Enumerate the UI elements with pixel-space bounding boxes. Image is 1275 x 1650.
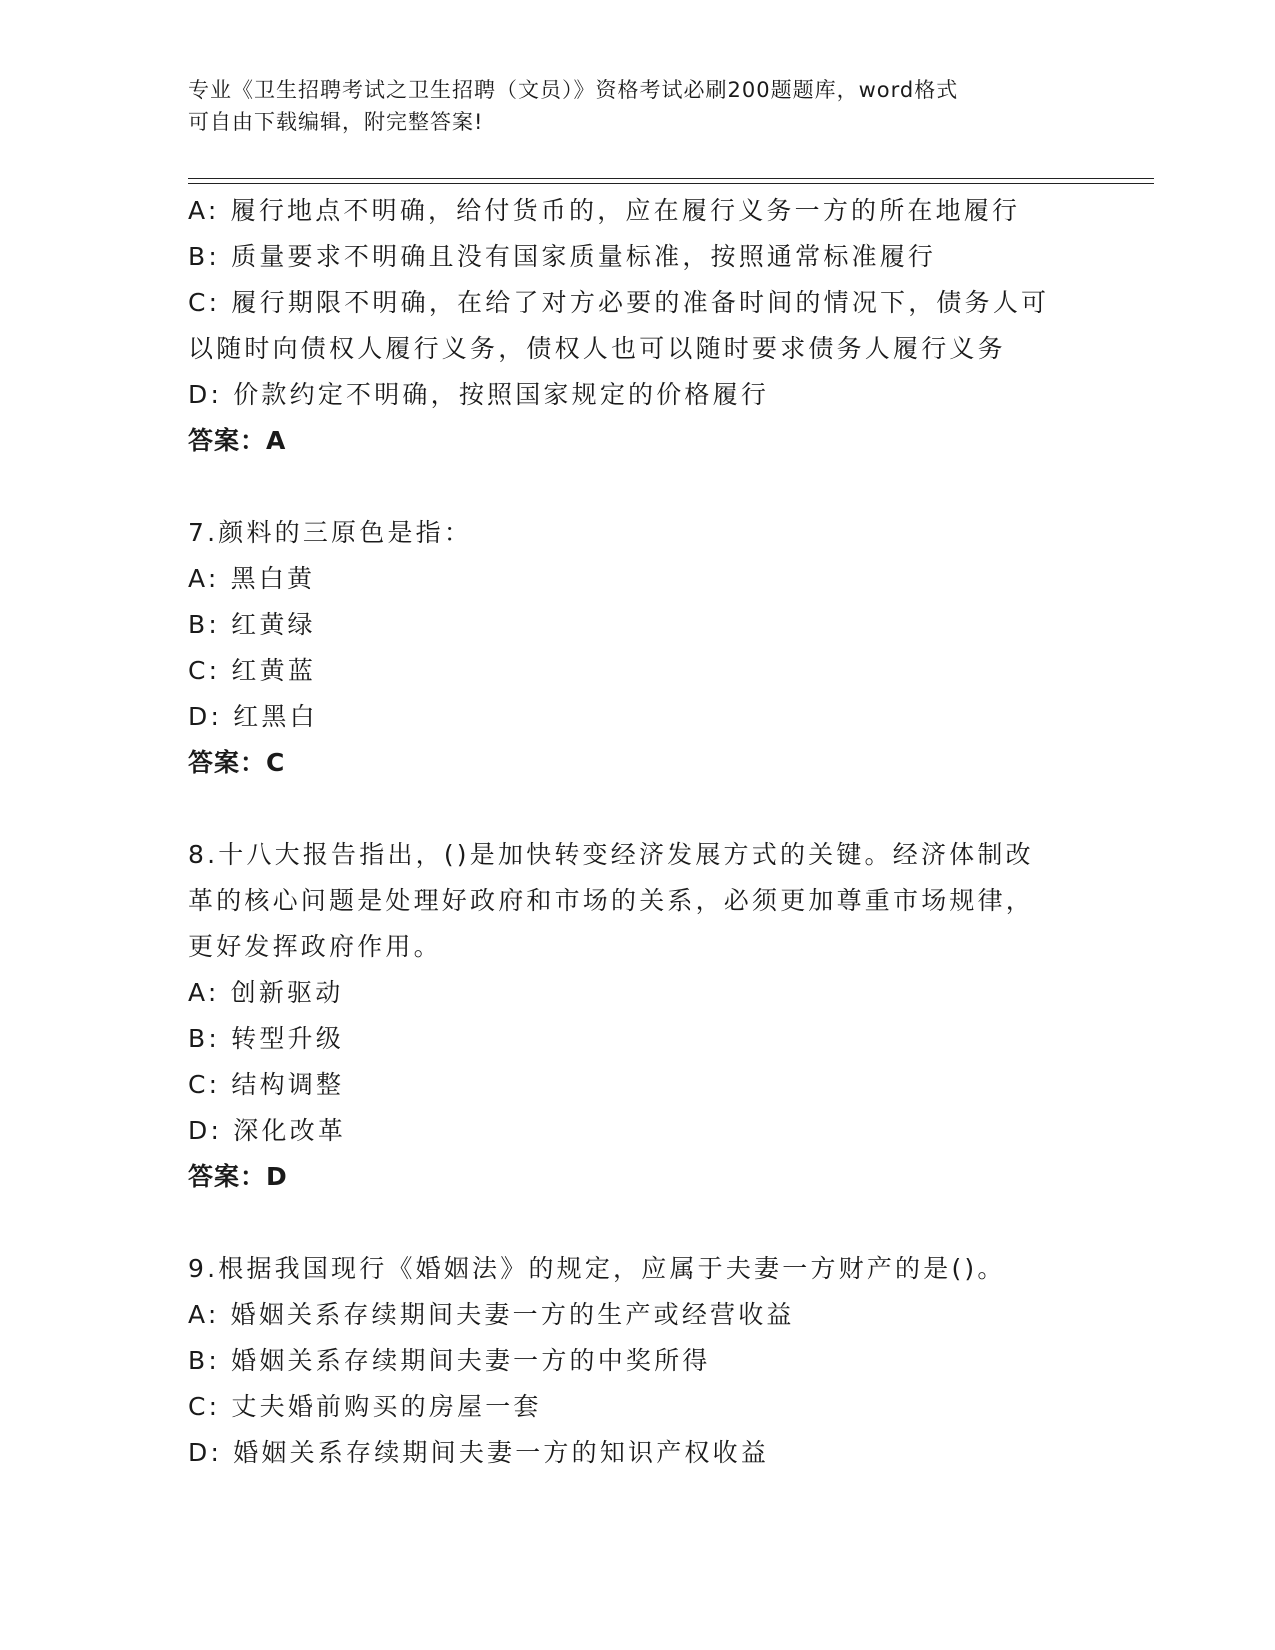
option-a: A: 婚姻关系存续期间夫妻一方的生产或经营收益 — [188, 1300, 795, 1329]
answer-label: 答案：A — [188, 426, 287, 455]
option-c: C: 红黄蓝 — [188, 656, 317, 685]
header-divider-thin — [188, 178, 1154, 179]
option-d: D: 价款约定不明确，按照国家规定的价格履行 — [188, 380, 770, 409]
document-header — [188, 74, 1068, 138]
answer-label: 答案：C — [188, 748, 286, 777]
option-b: B: 婚姻关系存续期间夫妻一方的中奖所得 — [188, 1346, 711, 1375]
option-d: D: 红黑白 — [188, 702, 318, 731]
option-a: A: 黑白黄 — [188, 564, 316, 593]
question-text-line-1: 8.十八大报告指出，()是加快转变经济发展方式的关键。经济体制改 — [188, 840, 1034, 869]
option-d: D: 婚姻关系存续期间夫妻一方的知识产权收益 — [188, 1438, 770, 1467]
question-text: 7.颜料的三原色是指： — [188, 518, 473, 547]
option-a: A: 履行地点不明确，给付货币的，应在履行义务一方的所在地履行 — [188, 196, 1021, 225]
option-c-continued: 以随时向债权人履行义务，债权人也可以随时要求债务人履行义务 — [188, 334, 1006, 363]
header-divider-thick — [188, 183, 1154, 184]
option-c: C: 履行期限不明确，在给了对方必要的准备时间的情况下，债务人可 — [188, 288, 1050, 317]
option-c: C: 结构调整 — [188, 1070, 345, 1099]
question-6-continued — [188, 188, 1088, 464]
option-b: B: 红黄绿 — [188, 610, 316, 639]
question-text-line-3: 更好发挥政府作用。 — [188, 932, 442, 961]
question-text-line-2: 革的核心问题是处理好政府和市场的关系，必须更加尊重市场规律， — [188, 886, 1035, 915]
option-a: A: 创新驱动 — [188, 978, 344, 1007]
spacer — [188, 464, 1088, 510]
option-b: B: 转型升级 — [188, 1024, 344, 1053]
header-line-2: 可自由下载编辑，附完整答案! — [188, 110, 484, 134]
header-line-1: 专业《卫生招聘考试之卫生招聘（文员）》资格考试必刷200题题库，word格式 — [188, 78, 959, 102]
spacer — [188, 786, 1088, 832]
option-d: D: 深化改革 — [188, 1116, 347, 1145]
spacer — [188, 1200, 1088, 1246]
option-b: B: 质量要求不明确且没有国家质量标准，按照通常标准履行 — [188, 242, 937, 271]
question-8 — [188, 832, 1088, 1200]
question-list — [188, 188, 1088, 1476]
option-c: C: 丈夫婚前购买的房屋一套 — [188, 1392, 542, 1421]
answer-label: 答案：D — [188, 1162, 288, 1191]
question-text: 9.根据我国现行《婚姻法》的规定，应属于夫妻一方财产的是()。 — [188, 1254, 1006, 1283]
question-7 — [188, 510, 1088, 786]
question-9 — [188, 1246, 1088, 1476]
